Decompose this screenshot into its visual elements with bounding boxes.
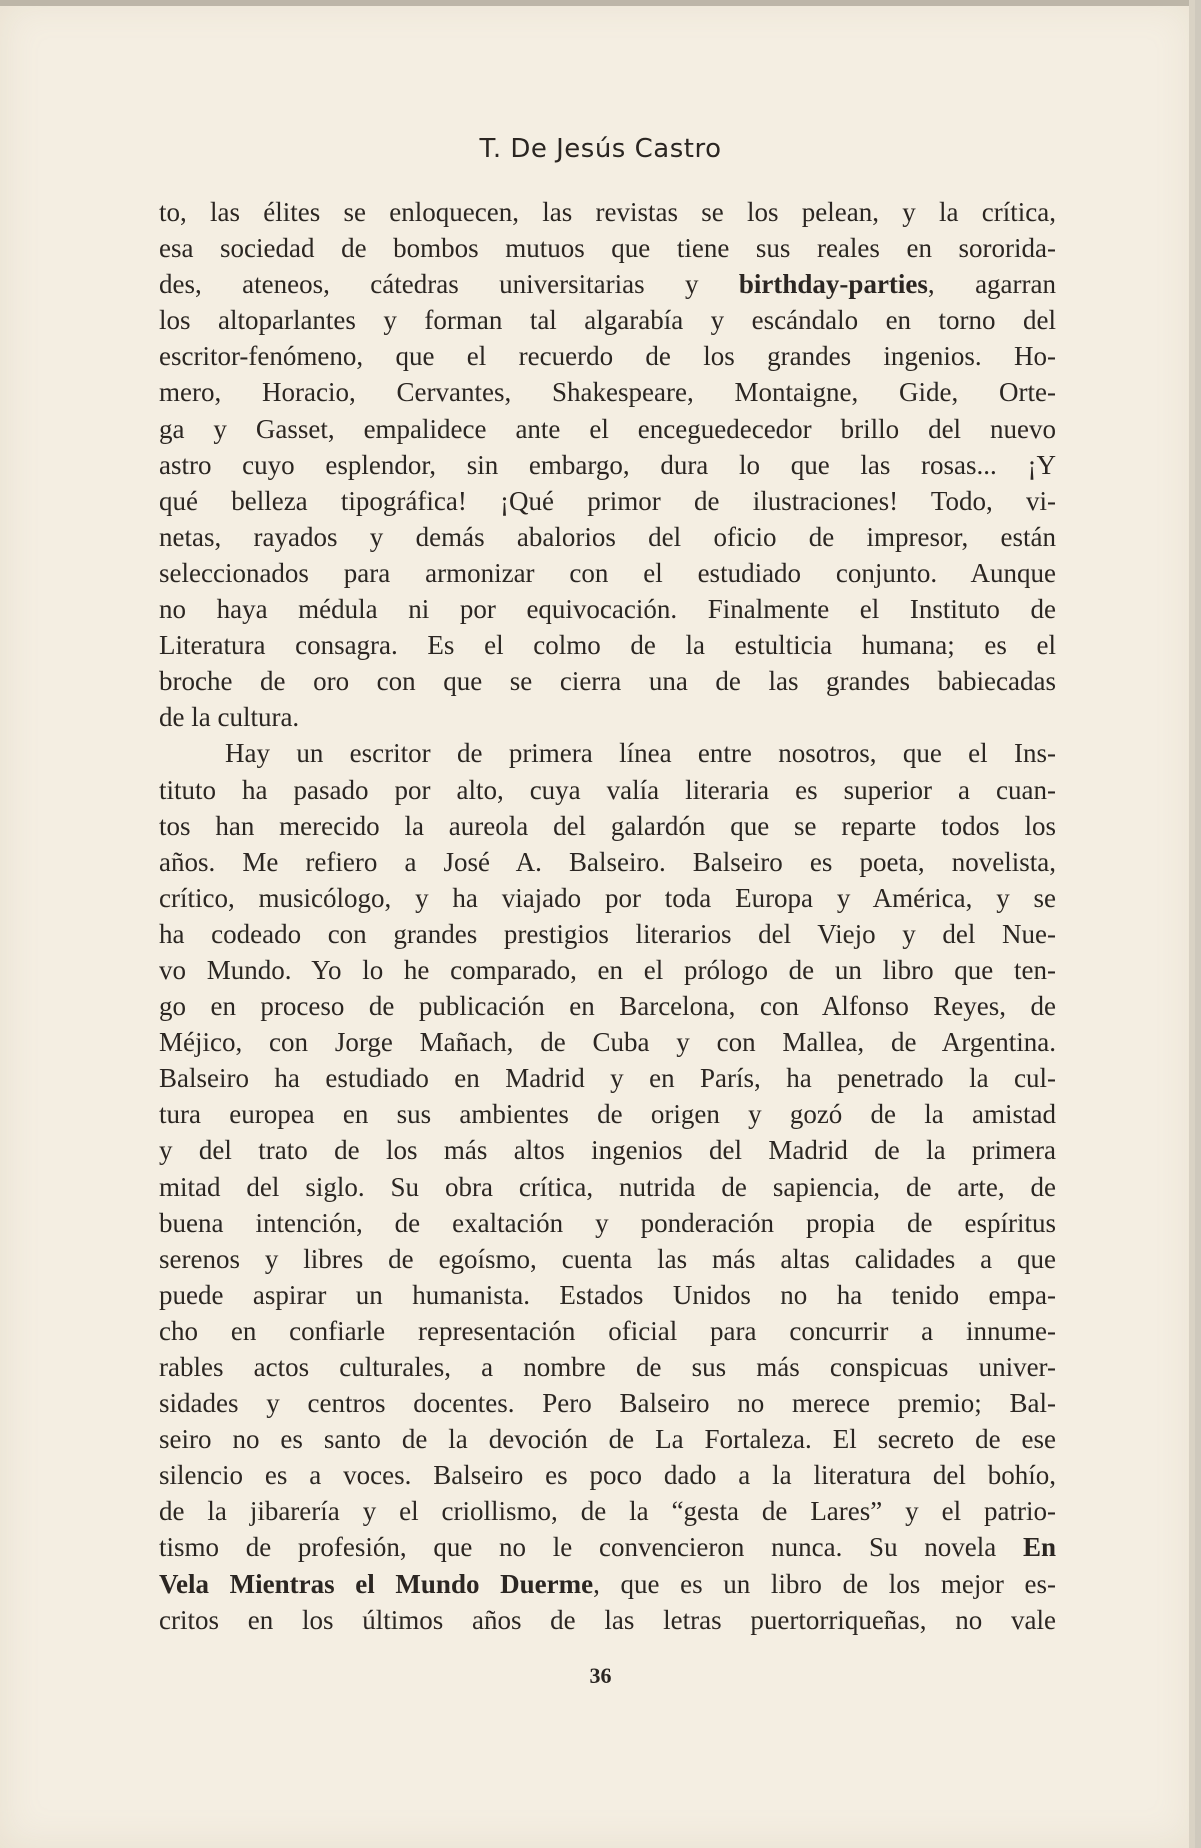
text-line: de la cultura. xyxy=(159,702,300,733)
text-line: sidades y centros docentes. Pero Balseiro no merece premio; Bal- xyxy=(159,1388,1056,1419)
text-line: Méjico, con Jorge Mañach, de Cuba y con Mallea, de Argentina. xyxy=(159,1027,1056,1058)
text-line: tura europea en sus ambientes de origen y gozó de la amistad xyxy=(159,1099,1056,1130)
page-right-edge xyxy=(1189,0,1195,1848)
text-line: silencio es a voces. Balseiro es poco dado a la literatura del bohío, xyxy=(159,1460,1056,1491)
body-text xyxy=(159,194,1056,1638)
bold-title: En xyxy=(1022,1532,1056,1563)
text-line: astro cuyo esplendor, sin embargo, dura lo que las rosas... ¡Y xyxy=(159,449,1056,480)
text-segment: , que es un libro de los mejor es- xyxy=(593,1568,1056,1599)
text-line xyxy=(159,1529,1056,1565)
text-line xyxy=(159,266,1056,302)
page-number: 36 xyxy=(589,1663,612,1688)
bold-title: Vela Mientras el Mundo Duerme xyxy=(159,1568,594,1599)
text-line: broche de oro con que se cierra una de las grandes babiecadas xyxy=(159,666,1056,697)
text-line: serenos y libres de egoísmo, cuenta las más altas calidades a que xyxy=(159,1243,1056,1274)
text-line: los altoparlantes y forman tal algarabía y escándalo en torno del xyxy=(159,305,1056,336)
text-line: ga y Gasset, empalidece ante el enceguedecedor brillo del nuevo xyxy=(159,413,1056,444)
text-segment: des, ateneos, cátedras universitarias y xyxy=(159,269,739,300)
text-line: buena intención, de exaltación y ponderación propia de espíritus xyxy=(159,1207,1056,1238)
text-line: esa sociedad de bombos mutuos que tiene sus reales en sororida- xyxy=(159,233,1056,264)
text-line: cho en confiarle representación oficial para concurrir a innume- xyxy=(159,1315,1056,1346)
text-line: puede aspirar un humanista. Estados Unidos no ha tenido empa- xyxy=(159,1279,1056,1310)
text-line: tos han merecido la aureola del galardón que se reparte todos los xyxy=(159,810,1056,841)
text-line: no haya médula ni por equivocación. Finalmente el Instituto de xyxy=(159,594,1056,625)
text-line: Balseiro ha estudiado en Madrid y en París, ha penetrado la cul- xyxy=(159,1063,1056,1094)
text-line: seleccionados para armonizar con el estudiado conjunto. Aunque xyxy=(159,557,1056,588)
bold-term: birthday-parties xyxy=(738,269,928,300)
text-line: go en proceso de publicación en Barcelona, con Alfonso Reyes, de xyxy=(159,991,1056,1022)
text-line: netas, rayados y demás abalorios del oficio de impresor, están xyxy=(159,521,1056,552)
text-line: qué belleza tipográfica! ¡Qué primor de ilustraciones! Todo, vi- xyxy=(159,485,1056,516)
text-line: años. Me refiero a José A. Balseiro. Balseiro es poeta, novelista, xyxy=(159,846,1056,877)
text-line: crítico, musicólogo, y ha viajado por toda Europa y América, y se xyxy=(159,882,1056,913)
text-line: seiro no es santo de la devoción de La Fortaleza. El secreto de ese xyxy=(159,1424,1056,1455)
text-segment: , agarran xyxy=(927,269,1057,300)
page-top-edge xyxy=(0,0,1195,6)
text-line: Hay un escritor de primera línea entre nosotros, que el Ins- xyxy=(225,738,1056,769)
text-line: mero, Horacio, Cervantes, Shakespeare, Montaigne, Gide, Orte- xyxy=(159,377,1056,408)
text-line: tituto ha pasado por alto, cuya valía literaria es superior a cuan- xyxy=(159,774,1056,805)
text-segment: tismo de profesión, que no le convencieron nunca. Su novela xyxy=(159,1532,1023,1563)
text-line: y del trato de los más altos ingenios del Madrid de la primera xyxy=(159,1135,1056,1166)
text-line: Literatura consagra. Es el colmo de la estulticia humana; es el xyxy=(159,630,1056,661)
text-line: to, las élites se enloquecen, las revistas se los pelean, y la crítica, xyxy=(159,197,1056,227)
text-line: rables actos culturales, a nombre de sus más conspicuas univer- xyxy=(159,1352,1056,1382)
text-line: ha codeado con grandes prestigios literarios del Viejo y del Nue- xyxy=(159,918,1056,949)
text-line: de la jibarería y el criollismo, de la “gesta de Lares” y el patrio- xyxy=(159,1496,1056,1527)
text-line: vo Mundo. Yo lo he comparado, en el prólogo de un libro que ten- xyxy=(159,954,1056,985)
text-line xyxy=(159,1566,1056,1602)
text-line: mitad del siglo. Su obra crítica, nutrida de sapiencia, de arte, de xyxy=(159,1171,1056,1202)
text-line: escritor-fenómeno, que el recuerdo de los grandes ingenios. Ho- xyxy=(159,341,1056,372)
running-head: T. De Jesús Castro xyxy=(479,134,722,164)
text-line: critos en los últimos años de las letras puertorriqueñas, no vale xyxy=(159,1604,1056,1635)
